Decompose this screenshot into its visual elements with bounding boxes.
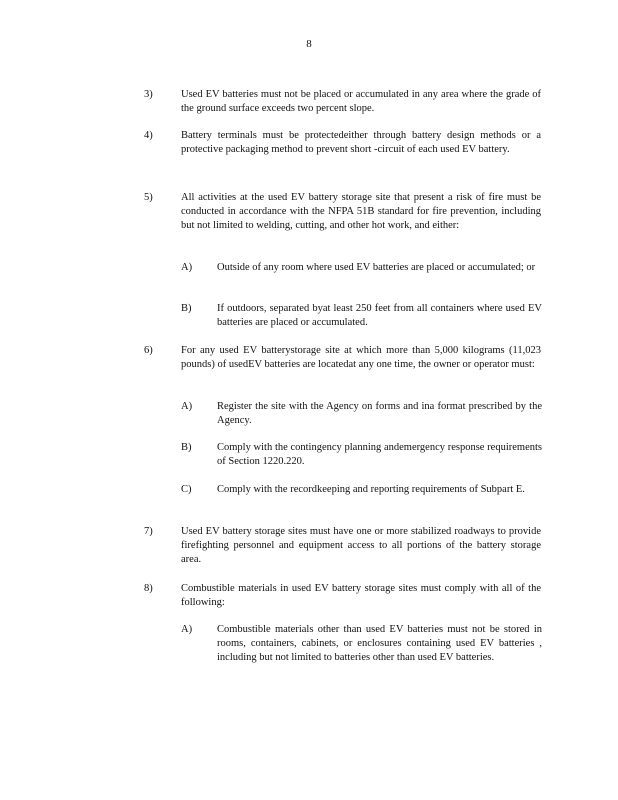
sub-item-letter: A): [181, 401, 193, 412]
item-text: Combustible materials in used EV battery storage sites must comply with all of the following:: [181, 583, 541, 608]
item-number: 6): [144, 345, 153, 356]
sub-item-text: Combustible materials other than used EV batteries must not be stored in rooms, containers, cabinets, or enclosures containing used EV batteries , including but not limited to batteries other than used EV batteries.: [217, 624, 542, 663]
item-number: 4): [144, 130, 153, 141]
item-number: 8): [144, 583, 153, 594]
sub-item-text: Register the site with the Agency on forms and ina format prescribed by the Agency.: [217, 401, 542, 426]
item-number: 7): [144, 526, 153, 537]
item-text: For any used EV batterystorage site at which more than 5,000 kilograms (11,023 pounds) of usedEV batteries are locatedat any one time, the owner or operator must:: [181, 345, 541, 370]
sub-item-text: Comply with the recordkeeping and reporting requirements of Subpart E.: [217, 484, 525, 495]
page-number: 8: [306, 38, 312, 50]
item-text: All activities at the used EV battery storage site that present a risk of fire must be conducted in accordance with the NFPA 51B standard for fire prevention, including but not limited to welding, cutting, and other hot work, and either:: [181, 192, 541, 231]
sub-item-text: Outside of any room where used EV batteries are placed or accumulated; or: [217, 262, 536, 273]
sub-item-letter: A): [181, 624, 193, 635]
sub-item-letter: B): [181, 442, 192, 453]
item-text: Battery terminals must be protectedeither through battery design methods or a protective packaging method to prevent short -circuit of each used EV battery.: [181, 130, 541, 155]
sub-item-text: If outdoors, separated byat least 250 feet from all containers where used EV batteries are placed or accumulated.: [217, 303, 542, 328]
sub-item-letter: A): [181, 262, 193, 273]
item-text: Used EV battery storage sites must have one or more stabilized roadways to provide firefighting personnel and equipment access to all portions of the battery storage area.: [181, 526, 541, 565]
sub-item-letter: B): [181, 303, 192, 314]
sub-item-letter: C): [181, 484, 192, 495]
item-number: 3): [144, 89, 153, 100]
item-number: 5): [144, 192, 153, 203]
item-text: Used EV batteries must not be placed or accumulated in any area where the grade of the ground surface exceeds two percent slope.: [181, 89, 541, 114]
sub-item-text: Comply with the contingency planning andemergency response requirements of Section 1220.220.: [217, 442, 542, 467]
